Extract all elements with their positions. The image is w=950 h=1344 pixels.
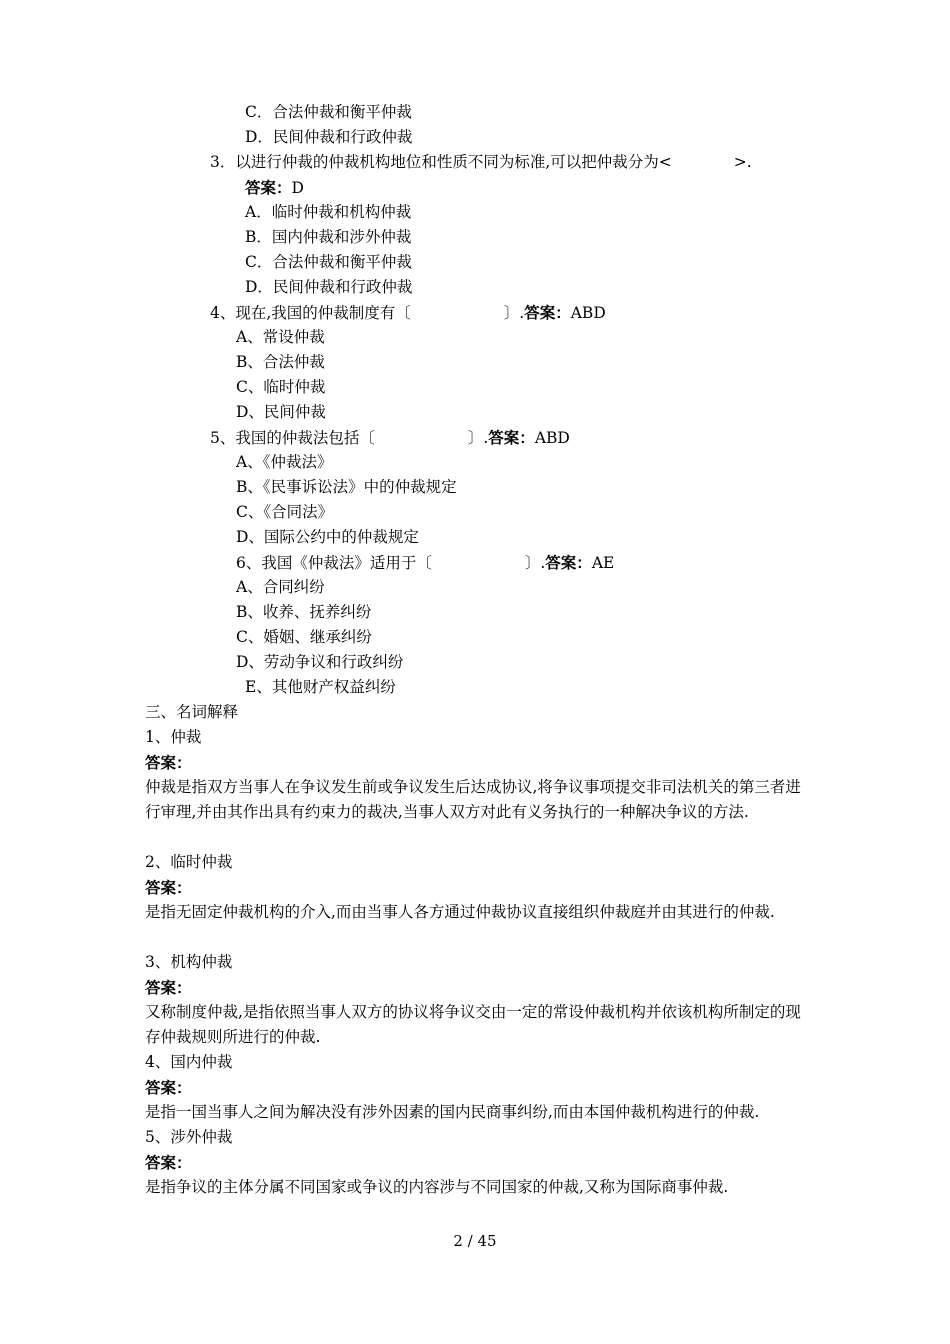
q5-option-d: D、国际公约中的仲裁规定 [236, 528, 419, 546]
answer-label: 答案： [145, 1078, 192, 1097]
q4-option-a: A、常设仲裁 [236, 328, 325, 346]
term-title: 4、国内仲裁 [145, 1053, 233, 1071]
answer-value: D [291, 179, 304, 197]
q5-stem-text: 5、我国的仲裁法包括〔 〕. [210, 429, 489, 447]
term-title: 1、仲裁 [145, 728, 202, 746]
q6-option-a: A、合同纠纷 [236, 578, 325, 596]
q3-option-b: B．国内仲裁和涉外仲裁 [245, 228, 412, 246]
q4-option-b: B、合法仲裁 [236, 353, 325, 371]
page-number: 2 / 45 [453, 1232, 497, 1250]
q4-stem-text: 4、现在,我国的仲裁制度有〔 〕. [210, 304, 525, 322]
q6-stem-text: 6、我国《仲裁法》适用于〔 〕. [236, 554, 546, 572]
answer-label: 答案： [524, 303, 571, 322]
q3-option-c: C．合法仲裁和衡平仲裁 [245, 253, 412, 271]
q2-option-c: C．合法仲裁和衡平仲裁 [245, 103, 412, 121]
q5-option-b: B、《民事诉讼法》中的仲裁规定 [236, 478, 457, 496]
q6-option-e: E、其他财产权益纠纷 [245, 678, 396, 696]
q6-option-c: C、婚姻、继承纠纷 [236, 628, 372, 646]
answer-label: 答案： [245, 178, 292, 197]
q5-stem [210, 425, 570, 451]
q3-option-d: D．民间仲裁和行政仲裁 [245, 278, 413, 296]
answer-label: 答案： [145, 978, 192, 997]
answer-value: AE [591, 554, 615, 572]
term-definition: 是指一国当事人之间为解决没有涉外因素的国内民商事纠纷,而由本国仲裁机构进行的仲裁. [145, 1103, 760, 1121]
q2-option-d: D．民间仲裁和行政仲裁 [245, 128, 413, 146]
q3-answer [245, 175, 304, 201]
q4-option-c: C、临时仲裁 [236, 378, 326, 396]
term-definition: 又称制度仲裁,是指依照当事人双方的协议将争议交由一定的常设仲裁机构并依该机构所制定的现存仲裁规则所进行的仲裁. [145, 1003, 801, 1046]
answer-label: 答案： [145, 753, 192, 772]
section-heading: 三、名词解释 [145, 703, 239, 721]
answer-value: ABD [570, 304, 606, 322]
answer-label: 答案： [145, 1153, 192, 1172]
answer-label: 答案： [545, 553, 592, 572]
q6-option-d: D、劳动争议和行政纠纷 [236, 653, 404, 671]
q3-stem: 3．以进行仲裁的仲裁机构地位和性质不同为标准,可以把仲裁分为< >. [210, 153, 752, 171]
term-definition: 是指无固定仲裁机构的介入,而由当事人各方通过仲裁协议直接组织仲裁庭并由其进行的仲裁. [145, 903, 775, 921]
term-definition: 是指争议的主体分属不同国家或争议的内容涉与不同国家的仲裁,又称为国际商事仲裁. [145, 1178, 729, 1196]
q4-option-d: D、民间仲裁 [236, 403, 326, 421]
q5-option-a: A、《仲裁法》 [236, 453, 333, 471]
answer-label: 答案： [488, 428, 535, 447]
q3-option-a: A．临时仲裁和机构仲裁 [245, 203, 412, 221]
q5-option-c: C、《合同法》 [236, 503, 334, 521]
answer-value: ABD [534, 429, 570, 447]
answer-label: 答案： [145, 878, 192, 897]
term-title: 2、临时仲裁 [145, 853, 233, 871]
term-title: 3、机构仲裁 [145, 953, 233, 971]
q6-stem [236, 550, 614, 576]
term-title: 5、涉外仲裁 [145, 1128, 233, 1146]
q4-stem [210, 300, 606, 326]
q6-option-b: B、收养、抚养纠纷 [236, 603, 372, 621]
term-definition: 仲裁是指双方当事人在争议发生前或争议发生后达成协议,将争议事项提交非司法机关的第三者进行审理,并由其作出具有约束力的裁决,当事人双方对此有义务执行的一种解决争议的方法. [145, 778, 801, 821]
